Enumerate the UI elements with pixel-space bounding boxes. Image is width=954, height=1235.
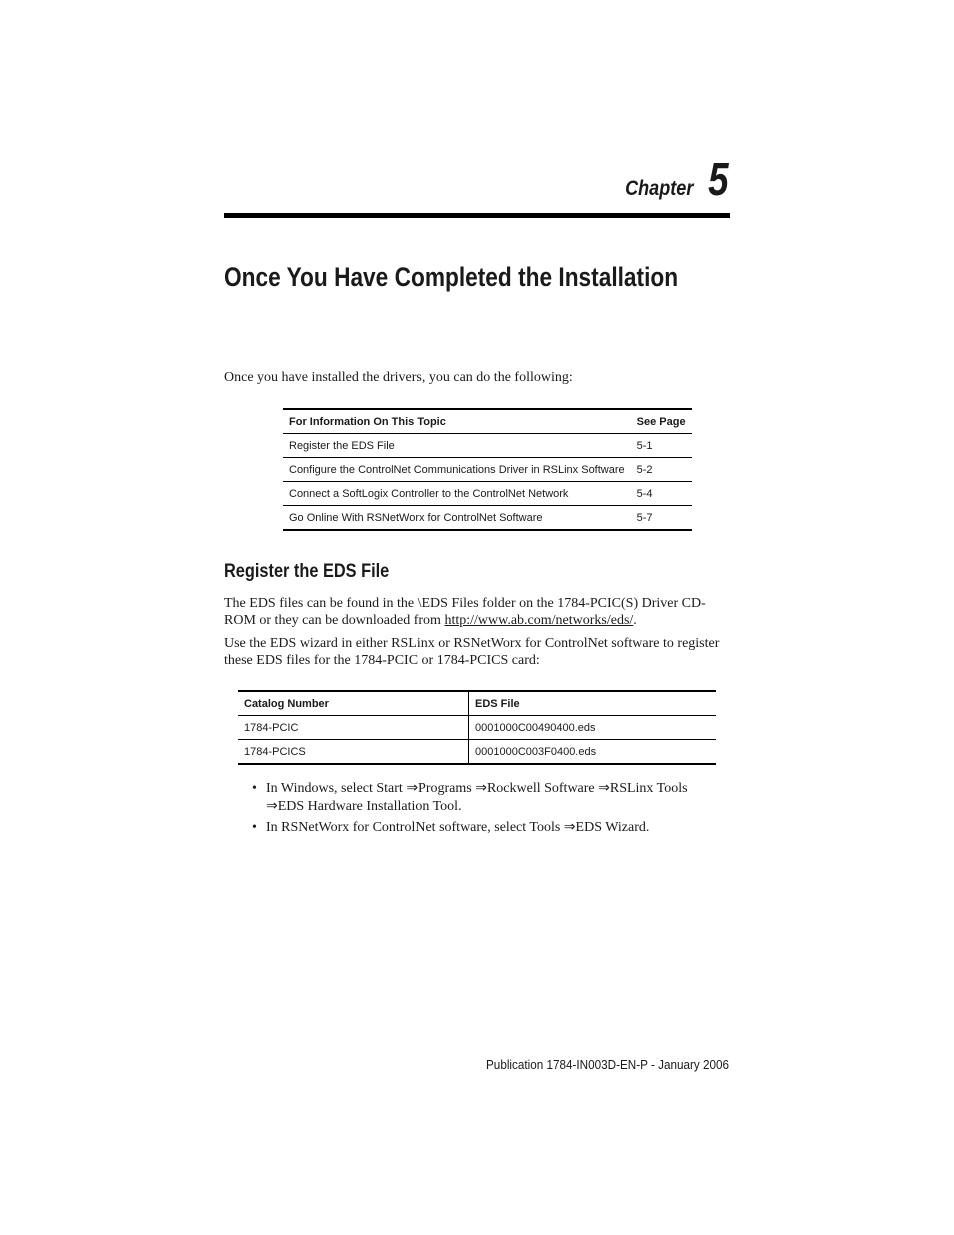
list-item-text: In Windows, select Start ⇒Programs ⇒Rockwell Software ⇒RSLinx Tools ⇒EDS Hardware Installation Tool. bbox=[266, 781, 688, 814]
topic-table bbox=[283, 408, 692, 531]
topic-column-header: For Information On This Topic bbox=[283, 409, 631, 434]
chapter-rule bbox=[224, 213, 730, 218]
table-row bbox=[283, 434, 692, 458]
chapter-label: Chapter bbox=[625, 177, 694, 200]
topic-cell: Configure the ControlNet Communications Driver in RSLinx Software bbox=[283, 458, 631, 482]
catalog-column-header: Catalog Number bbox=[238, 691, 469, 716]
intro-text: Once you have installed the drivers, you can do the following: bbox=[224, 370, 573, 385]
eds-file-cell: 0001000C00490400.eds bbox=[469, 716, 717, 740]
eds-column-header: EDS File bbox=[469, 691, 717, 716]
page-cell: 5-2 bbox=[631, 458, 692, 482]
paragraph-text: The EDS files can be found in the \EDS Files folder on the 1784-PCIC(S) Driver CD-ROM or they can be downloaded from bbox=[224, 596, 706, 628]
topic-cell: Register the EDS File bbox=[283, 434, 631, 458]
list-item-text: In RSNetWorx for ControlNet software, select Tools ⇒EDS Wizard. bbox=[266, 820, 650, 835]
eds-table bbox=[238, 690, 716, 765]
eds-file-cell: 0001000C003F0400.eds bbox=[475, 745, 597, 758]
catalog-cell: 1784-PCIC bbox=[238, 716, 469, 740]
bullet-icon: • bbox=[252, 781, 257, 796]
table-row bbox=[283, 458, 692, 482]
table-row bbox=[283, 482, 692, 506]
table-row bbox=[238, 716, 716, 740]
list-item bbox=[252, 780, 722, 816]
page-cell: 5-1 bbox=[631, 434, 692, 458]
table-row bbox=[283, 506, 692, 531]
eds-wizard-paragraph: Use the EDS wizard in either RSLinx or RSNetWorx for ControlNet software to register these EDS files for the 1784-PCIC or 1784-PCICS card: bbox=[224, 636, 720, 668]
topic-cell: Connect a SoftLogix Controller to the ControlNet Network bbox=[283, 482, 631, 506]
publication-footer: Publication 1784-IN003D-EN-P - January 2006 bbox=[485, 1057, 729, 1072]
page-column-header: See Page bbox=[631, 409, 692, 434]
page-title: Once You Have Completed the Installation bbox=[224, 262, 679, 292]
chapter-heading bbox=[614, 153, 729, 205]
table-row bbox=[238, 740, 716, 765]
page-cell: 5-4 bbox=[631, 482, 692, 506]
table-header-row bbox=[238, 691, 716, 716]
topic-cell: Go Online With RSNetWorx for ControlNet Software bbox=[289, 511, 543, 524]
eds-download-link[interactable]: http://www.ab.com/networks/eds/ bbox=[444, 613, 634, 628]
page-cell: 5-7 bbox=[636, 511, 653, 524]
bullet-icon: • bbox=[252, 820, 257, 835]
paragraph-end: . bbox=[633, 613, 637, 628]
chapter-number: 5 bbox=[708, 153, 729, 205]
instruction-list bbox=[252, 780, 722, 840]
section-title: Register the EDS File bbox=[224, 561, 390, 582]
catalog-cell: 1784-PCICS bbox=[238, 740, 469, 765]
eds-location-paragraph bbox=[224, 595, 730, 629]
list-item bbox=[252, 819, 722, 837]
table-header-row bbox=[283, 409, 692, 434]
